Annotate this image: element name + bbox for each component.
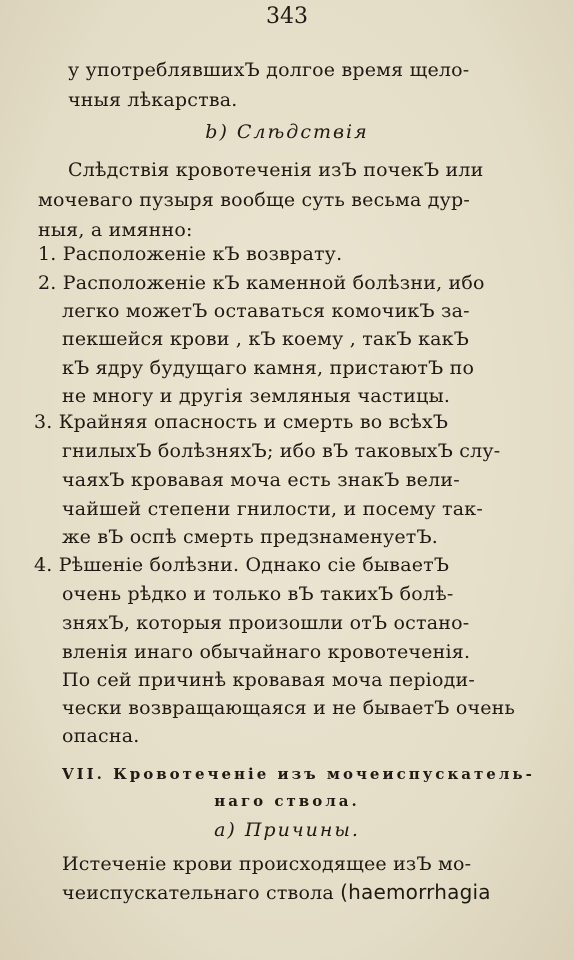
text-line: зняхЪ, которыя произошли отЪ остано-: [62, 612, 470, 634]
text-span: чеиспускательнаго ствола: [62, 882, 334, 904]
text-line: По сей причинѣ кровавая моча періоди-: [62, 669, 475, 691]
text-line: чески возвращающаяся и не бываетЪ очень: [62, 697, 516, 719]
text-line: Слѣдствія кровотеченія изЪ почекЪ или: [68, 159, 484, 181]
latin-term: (haemorrhagia: [340, 880, 491, 904]
text-line: чайшей степени гнилости, и посему так-: [62, 498, 483, 520]
chapter-heading-cont: наго ствола.: [214, 792, 360, 810]
text-line: ныя, а имянно:: [38, 219, 193, 241]
text-line: очень рѣдко и только вЪ такихЪ болѣ-: [62, 583, 454, 605]
text-line: [62, 880, 491, 905]
list-item-3: 3. Крайняя опасность и смерть во всѣхЪ: [34, 411, 449, 433]
list-item-1: 1. Расположеніе кЪ возврату.: [38, 243, 343, 265]
section-heading-causes: a) Причины.: [214, 819, 360, 841]
list-item-4: 4. Рѣшеніе болѣзни. Однако сіе бываетЪ: [34, 554, 450, 576]
text-line: чныя лѣкарства.: [68, 89, 238, 111]
text-line: не многу и другія земляныя частицы.: [62, 385, 451, 407]
text-line: вленія инаго обычайнаго кровотеченія.: [62, 641, 471, 663]
page-number: 343: [266, 4, 308, 29]
chapter-heading: VII. Кровотеченіе изъ мочеиспускатель-: [62, 765, 535, 783]
text-line: опасна.: [62, 725, 140, 747]
text-line: мочеваго пузыря вообще суть весьма дур-: [38, 189, 471, 211]
text-line: легко можетЪ оставаться комочикЪ за-: [62, 300, 470, 322]
list-item-2: 2. Расположеніе кЪ каменной болѣзни, ибо: [38, 272, 485, 294]
text-line: кЪ ядру будущаго камня, пристаютЪ по: [62, 357, 475, 379]
text-line: чаяхЪ кровавая моча есть знакЪ вели-: [62, 469, 460, 491]
section-heading-consequences: b) Слѣдствія: [205, 121, 369, 143]
text-line: гнилыхЪ болѣзняхЪ; ибо вЪ таковыхЪ слу-: [62, 440, 501, 462]
text-line: же вЪ оспѣ смерть предзнаменуетЪ.: [62, 526, 439, 548]
text-line: пекшейся крови , кЪ коему , такЪ какЪ: [62, 328, 470, 350]
text-line: Истеченіе крови происходящее изЪ мо-: [62, 853, 472, 875]
text-line: у употреблявшихЪ долгое время щело-: [68, 59, 470, 81]
